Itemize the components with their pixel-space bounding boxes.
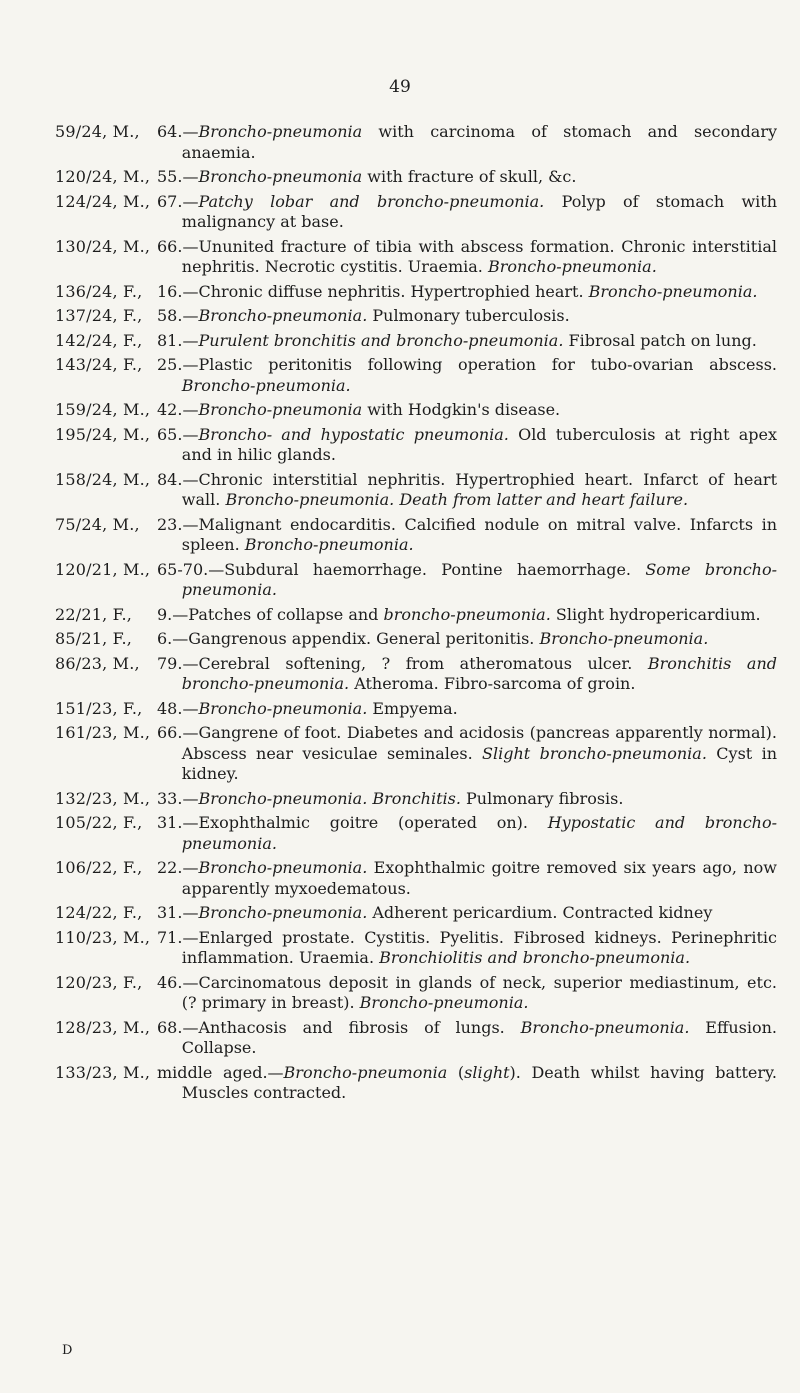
case-entry (55, 192, 777, 233)
case-entry (55, 331, 777, 352)
italic-diagnosis: Broncho-pneumonia (283, 1062, 448, 1082)
case-entry (55, 355, 777, 396)
italic-diagnosis: Broncho-pneumonia. (539, 629, 709, 648)
description-text: 66.—Ununited fracture of tibia with abscess formation. Chronic interstitial nephritis. Necrotic cystitis. Uraemia. (157, 236, 777, 276)
description-text: 31.— (157, 903, 199, 922)
description-text: 71.—Enlarged prostate. Cystitis. Pyelitis. Fibrosed kidneys. Perinephritic inflammation. Uraemia. (157, 927, 777, 967)
case-description (157, 699, 777, 720)
description-text: Adherent pericardium. Contracted kidney (367, 903, 713, 922)
case-description (157, 192, 777, 233)
case-entry (55, 470, 777, 511)
case-list (55, 122, 777, 1108)
signature-mark: D (62, 1343, 73, 1358)
case-reference: 110/23, M., (55, 927, 151, 947)
case-description (157, 928, 777, 969)
italic-diagnosis: Broncho-pneumonia. (359, 993, 529, 1012)
case-reference: 124/22, F., (55, 903, 143, 922)
case-description (157, 400, 777, 421)
description-text: 68.—Anthacosis and fibrosis of lungs. (157, 1017, 521, 1037)
case-entry (55, 400, 777, 421)
description-text: Atheroma. Fibro-sarcoma of groin. (349, 674, 636, 693)
italic-diagnosis: Broncho-pneumonia. (588, 281, 758, 301)
description-text: 65.— (157, 424, 199, 444)
case-description (157, 306, 777, 327)
case-description (157, 654, 777, 695)
italic-diagnosis: Broncho-pneumonia. (181, 375, 351, 395)
italic-diagnosis: Some broncho-pneumonia. (181, 559, 777, 599)
case-entry (55, 654, 777, 695)
italic-diagnosis: Broncho-pneumonia (198, 167, 363, 186)
case-description (157, 355, 777, 396)
case-entry (55, 306, 777, 327)
case-entry (55, 560, 777, 601)
italic-diagnosis: Bronchiolitis and broncho-pneumonia. (379, 948, 691, 967)
description-text: 64.— (157, 122, 199, 141)
description-text: 81.— (157, 330, 199, 350)
case-entry (55, 282, 777, 303)
italic-diagnosis: Broncho- and hypostatic pneumonia. (198, 424, 509, 444)
case-entry (55, 605, 777, 626)
case-description (157, 629, 777, 650)
italic-diagnosis: Broncho-pneumonia. (198, 698, 368, 718)
description-text: Cyst in kidney. (181, 743, 778, 783)
description-text: Empyema. (367, 698, 458, 718)
case-entry (55, 858, 777, 899)
case-reference: 120/21, M., (55, 559, 151, 579)
italic-diagnosis: Bronchitis and broncho-pneumonia. (181, 653, 778, 693)
case-description (157, 282, 777, 303)
case-reference: 136/24, F., (55, 281, 143, 301)
case-description (157, 605, 777, 626)
case-reference: 22/21, F., (55, 604, 133, 624)
case-entry (55, 723, 777, 785)
case-description (157, 560, 777, 601)
description-text: 67.— (157, 191, 199, 211)
description-text: 23.—Malignant endocarditis. Calcified nodule on mitral valve. Infarcts in spleen. (157, 514, 777, 554)
italic-diagnosis: broncho-pneumonia. (383, 604, 551, 624)
case-description (157, 470, 777, 511)
case-entry (55, 629, 777, 650)
description-text: Old tuberculosis at right apex and in hilic glands. (181, 424, 777, 464)
case-description (157, 903, 777, 924)
description-text: Pulmonary tuberculosis. (367, 306, 570, 325)
description-text: with carcinoma of stomach and secondary anaemia. (181, 122, 777, 162)
description-text: Polyp of stomach with malignancy at base. (181, 191, 777, 231)
case-description (157, 789, 777, 810)
italic-diagnosis: Broncho-pneumonia. (198, 858, 368, 877)
italic-diagnosis: Broncho-pneumonia. (198, 306, 368, 325)
case-description (157, 331, 777, 352)
case-entry (55, 1063, 777, 1104)
case-entry (55, 928, 777, 969)
case-reference: 75/24, M., (55, 514, 140, 534)
description-text: ). Death whilst having battery. Muscles contracted. (181, 1062, 778, 1102)
description-text: 55.— (157, 167, 199, 186)
case-reference: 120/24, M., (55, 167, 151, 186)
case-entry (55, 425, 777, 466)
case-reference: 106/22, F., (55, 858, 143, 877)
case-reference: 130/24, M., (55, 236, 151, 256)
italic-diagnosis: Broncho-pneumonia. (487, 257, 657, 276)
case-description (157, 122, 777, 163)
description-text: Effusion. Collapse. (181, 1017, 777, 1057)
case-entry (55, 789, 777, 810)
description-text: Pulmonary fibrosis. (460, 788, 624, 808)
case-reference: 128/23, M., (55, 1017, 151, 1037)
case-description (157, 425, 777, 466)
description-text: with fracture of skull, &c. (362, 167, 577, 186)
case-description (157, 858, 777, 899)
description-text: 46.—Carcinomatous deposit in glands of neck, superior mediastinum, etc. (? primary in breast). (157, 972, 777, 1012)
case-entry (55, 813, 777, 854)
case-reference: 195/24, M., (55, 424, 151, 444)
description-text: middle aged.— (157, 1062, 284, 1082)
description-text: 58.— (157, 306, 199, 325)
case-entry (55, 699, 777, 720)
description-text: Slight hydropericardium. (550, 604, 761, 624)
description-text: 16.—Chronic diffuse nephritis. Hypertrophied heart. (157, 281, 589, 301)
case-description (157, 813, 777, 854)
case-reference: 158/24, M., (55, 469, 151, 489)
case-reference: 137/24, F., (55, 306, 143, 325)
case-reference: 159/24, M., (55, 400, 151, 419)
case-entry (55, 237, 777, 278)
case-reference: 105/22, F., (55, 813, 143, 832)
case-entry (55, 122, 777, 163)
description-text: 48.— (157, 698, 199, 718)
case-reference: 151/23, F., (55, 698, 143, 718)
case-reference: 124/24, M., (55, 191, 151, 211)
description-text: Fibrosal patch on lung. (563, 330, 757, 350)
case-description (157, 1018, 777, 1059)
case-description (157, 1063, 777, 1104)
case-reference: 132/23, M., (55, 788, 151, 808)
italic-diagnosis: Broncho-pneumonia. Death from latter and heart failure. (225, 490, 689, 509)
case-description (157, 167, 777, 188)
description-text: 42.— (157, 400, 199, 419)
case-reference: 59/24, M., (55, 122, 140, 141)
case-reference: 86/23, M., (55, 653, 140, 673)
description-text: 65-70.—Subdural haemorrhage. Pontine haemorrhage. (157, 559, 646, 579)
description-text: 6.—Gangrenous appendix. General peritonitis. (157, 629, 540, 648)
case-reference: 142/24, F., (55, 330, 143, 350)
case-description (157, 973, 777, 1014)
description-text: Exophthalmic goitre removed six years ago, now apparently myxoedematous. (181, 858, 777, 898)
case-reference: 161/23, M., (55, 723, 151, 742)
description-text: 84.—Chronic interstitial nephritis. Hypertrophied heart. Infarct of heart wall. (157, 469, 777, 509)
case-reference: 133/23, M., (55, 1062, 151, 1082)
case-reference: 120/23, F., (55, 972, 143, 992)
description-text: 22.— (157, 858, 199, 877)
case-entry (55, 1018, 777, 1059)
italic-diagnosis: Patchy lobar and broncho-pneumonia. (198, 191, 545, 211)
case-entry (55, 515, 777, 556)
case-description (157, 723, 777, 785)
italic-diagnosis: Broncho-pneumonia. (244, 535, 414, 554)
case-description (157, 237, 777, 278)
page-number: 49 (389, 77, 411, 97)
description-text: 33.— (157, 788, 199, 808)
case-entry (55, 903, 777, 924)
description-text: 79.—Cerebral softening, ? from atheromatous ulcer. (157, 653, 648, 673)
description-text: ( (447, 1062, 465, 1082)
italic-diagnosis: Purulent bronchitis and broncho-pneumonia. (198, 330, 564, 350)
description-text: 31.—Exophthalmic goitre (operated on). (157, 813, 548, 832)
case-reference: 143/24, F., (55, 355, 143, 374)
case-description (157, 515, 777, 556)
description-text: 9.—Patches of collapse and (157, 604, 384, 624)
description-text: 66.—Gangrene of foot. Diabetes and acidosis (pancreas apparently normal). Abscess near vesiculae seminales. (157, 723, 777, 763)
italic-diagnosis: Broncho-pneumonia. (520, 1017, 690, 1037)
italic-diagnosis: slight (464, 1062, 510, 1082)
italic-diagnosis: Broncho-pneumonia. Bronchitis. (198, 788, 461, 808)
italic-diagnosis: Broncho-pneumonia. (198, 903, 368, 922)
italic-diagnosis: Slight broncho-pneumonia. (482, 743, 707, 763)
case-entry (55, 973, 777, 1014)
italic-diagnosis: Hypostatic and broncho-pneumonia. (181, 813, 778, 853)
italic-diagnosis: Broncho-pneumonia (198, 122, 363, 141)
description-text: with Hodgkin's disease. (362, 400, 561, 419)
italic-diagnosis: Broncho-pneumonia (198, 400, 363, 419)
case-reference: 85/21, F., (55, 629, 133, 648)
case-entry (55, 167, 777, 188)
description-text: 25.—Plastic peritonitis following operation for tubo-ovarian abscess. (157, 355, 777, 374)
